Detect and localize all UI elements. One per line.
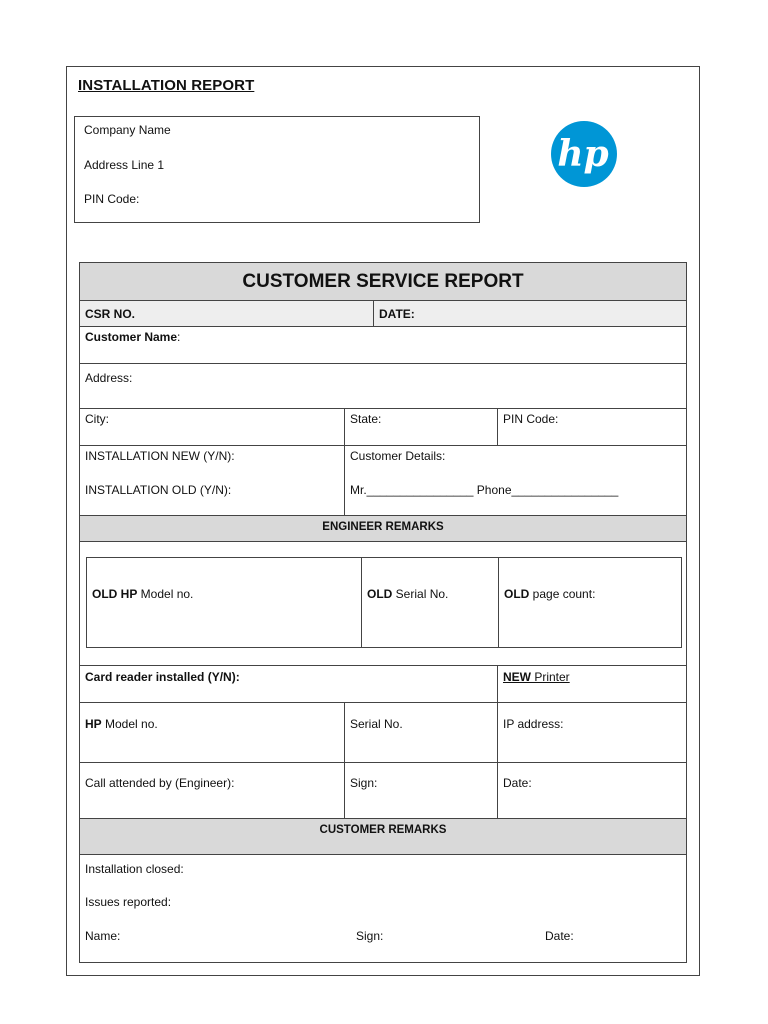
customer-name-sign-label: Name: — [85, 929, 121, 943]
old-printer-row — [80, 542, 686, 666]
pin-cell[interactable] — [497, 409, 686, 445]
address-label: Address: — [85, 371, 133, 385]
date-label: DATE: — [379, 307, 415, 321]
csr-row — [80, 301, 686, 327]
hp-model-bold: HP — [85, 717, 102, 731]
mr-field: Mr.________________ — [350, 483, 474, 497]
old-printer-table — [86, 557, 682, 648]
card-reader-label: Card reader installed (Y/N): — [85, 670, 240, 684]
phone-field: Phone________________ — [476, 483, 619, 497]
customer-remarks-body[interactable] — [80, 855, 686, 962]
call-attended-label: Call attended by (Engineer): — [85, 776, 235, 790]
form-title: CUSTOMER SERVICE REPORT — [242, 271, 524, 292]
serial-no-label: Serial No. — [350, 717, 403, 731]
customer-remarks-header — [80, 819, 686, 855]
city-cell[interactable] — [80, 409, 344, 445]
engineer-remarks-header — [80, 516, 686, 542]
customer-name-colon: : — [177, 330, 181, 344]
call-attended-row — [80, 763, 686, 819]
customer-remarks-title: CUSTOMER REMARKS — [319, 824, 447, 836]
old-page-bold: OLD — [504, 587, 530, 601]
pin-label: PIN Code: — [503, 412, 559, 426]
customer-details-label: Customer Details: — [350, 449, 446, 463]
company-name: Company Name — [84, 123, 171, 137]
form-title-row — [80, 263, 686, 301]
pin-code: PIN Code: — [84, 192, 140, 206]
new-rest: Printer — [531, 670, 570, 684]
issues-reported-label: Issues reported: — [85, 895, 172, 909]
engineer-date-label: Date: — [503, 776, 532, 790]
customer-name-row[interactable] — [80, 327, 686, 364]
old-serial-bold: OLD — [367, 587, 393, 601]
hp-logo-text: hp — [557, 133, 609, 175]
report-title: INSTALLATION REPORT — [78, 77, 255, 94]
serial-no-cell[interactable] — [344, 703, 497, 762]
engineer-sign-cell[interactable] — [344, 763, 497, 818]
installation-old-label: INSTALLATION OLD (Y/N): — [85, 483, 232, 497]
customer-service-form — [79, 262, 687, 963]
hp-logo — [550, 120, 618, 188]
state-label: State: — [350, 412, 382, 426]
old-model-cell[interactable] — [87, 558, 361, 647]
customer-details-cell[interactable] — [344, 446, 686, 515]
card-reader-row — [80, 666, 686, 703]
installation-row — [80, 446, 686, 516]
old-serial-cell[interactable] — [361, 558, 498, 647]
customer-name-label: Customer Name — [85, 330, 178, 344]
city-row — [80, 409, 686, 446]
city-label: City: — [85, 412, 109, 426]
address-row[interactable] — [80, 364, 686, 409]
card-reader-cell[interactable] — [80, 666, 497, 702]
old-serial-rest: Serial No. — [392, 587, 449, 601]
customer-date-label: Date: — [545, 929, 574, 943]
hp-model-row — [80, 703, 686, 763]
hp-model-rest: Model no. — [101, 717, 158, 731]
ip-address-cell[interactable] — [497, 703, 686, 762]
hp-model-cell[interactable] — [80, 703, 344, 762]
new-printer-cell — [497, 666, 686, 702]
date-cell[interactable] — [373, 301, 686, 326]
installation-closed-label: Installation closed: — [85, 862, 184, 876]
installation-cell[interactable] — [80, 446, 344, 515]
engineer-date-cell[interactable] — [497, 763, 686, 818]
old-hp-bold: OLD HP — [92, 587, 138, 601]
state-cell[interactable] — [344, 409, 497, 445]
call-attended-cell[interactable] — [80, 763, 344, 818]
old-page-count-cell[interactable] — [498, 558, 681, 647]
engineer-remarks-title: ENGINEER REMARKS — [322, 521, 444, 533]
csr-no-label: CSR NO. — [85, 307, 136, 321]
engineer-sign-label: Sign: — [350, 776, 378, 790]
old-page-rest: page count: — [529, 587, 596, 601]
csr-no-cell[interactable] — [80, 301, 373, 326]
installation-new-label: INSTALLATION NEW (Y/N): — [85, 449, 235, 463]
company-info-box — [74, 116, 480, 223]
new-bold: NEW — [503, 670, 531, 684]
customer-sign-label: Sign: — [356, 929, 384, 943]
old-hp-rest: Model no. — [137, 587, 194, 601]
address-line: Address Line 1 — [84, 158, 165, 172]
ip-address-label: IP address: — [503, 717, 564, 731]
